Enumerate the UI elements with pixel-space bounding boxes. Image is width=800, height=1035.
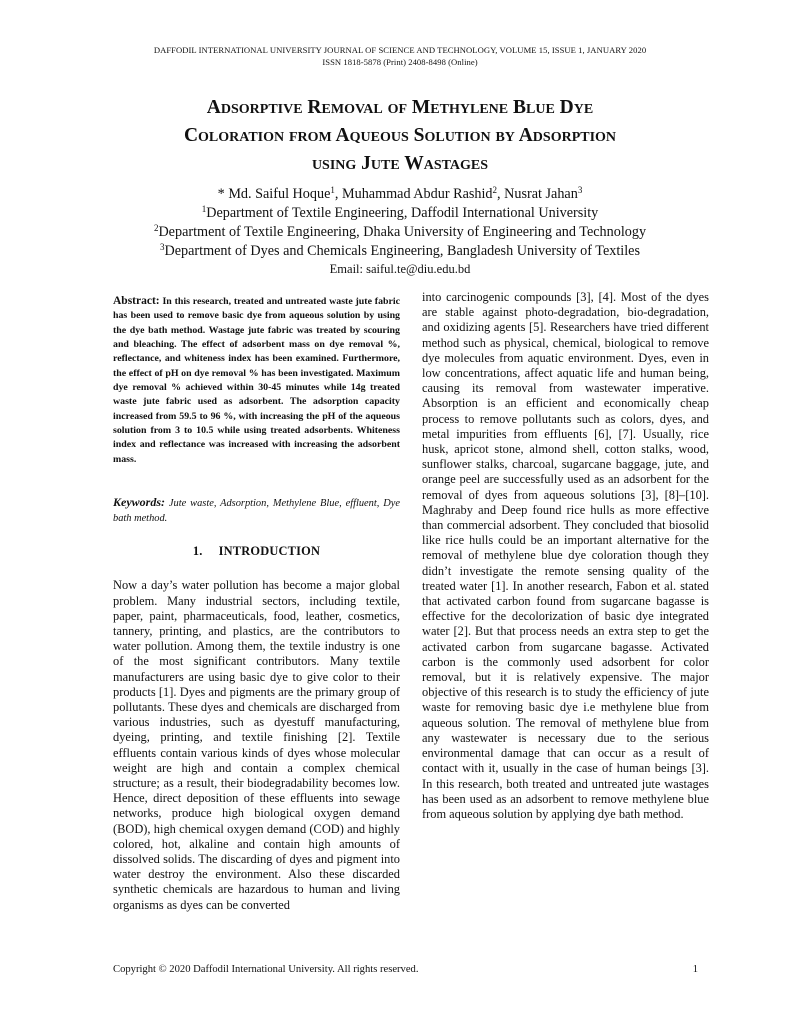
author-1: * Md. Saiful Hoque bbox=[217, 186, 331, 202]
author-3-affil-mark: 3 bbox=[577, 185, 583, 195]
journal-header bbox=[0, 44, 800, 68]
title-line-1: Adsorptive Removal of Methylene Blue Dye bbox=[206, 97, 594, 118]
section-number: 1. bbox=[192, 544, 203, 559]
author-email: Email: saiful.te@diu.edu.bd bbox=[329, 262, 471, 276]
affiliation-2: $^2$Department of Textile Engineering, Dhaka University of Engineering and Technology bbox=[153, 223, 647, 240]
keywords-label: Keywords: bbox=[113, 495, 165, 510]
paper-title bbox=[60, 94, 740, 178]
abstract bbox=[113, 294, 400, 467]
issn-line: ISSN 1818-5878 (Print) 2408-8498 (Online) bbox=[322, 57, 478, 67]
abstract-text: In this research, treated and untreated waste jute fabric has been used to remove basic dye from aqueous solution by using the dye bath method. Wastage jute fabric was treated by scouring and bleaching. The effect of adsorbent mass on dye removal %, reflectance, and whiteness index has been examined. Furthermore, the effect of pH on dye removal % has been investigated. Maximum dye removal % achieved within 30-45 minutes while 14g treated waste jute fabric used as adsorbent. The adsorption capacity increased from 59.5 to 96 %, with increasing the pH of the aqueous solution from 3 to 10.5 while using treated adsorbents. Whiteness index and reflectance was increased with increasing the adsorbent mass. bbox=[113, 296, 401, 465]
affiliation-1: $^1$Department of Textile Engineering, Daffodil International University bbox=[201, 204, 599, 221]
section-title: INTRODUCTION bbox=[218, 544, 321, 559]
section-heading-introduction bbox=[113, 544, 400, 559]
title-line-3: using Jute Wastages bbox=[311, 153, 489, 174]
copyright-notice: Copyright © 2020 Daffodil International University. All rights reserved. bbox=[113, 964, 419, 975]
author-2: , Muhammad Abdur Rashid bbox=[334, 186, 493, 202]
page-number: 1 bbox=[692, 964, 698, 975]
author-2-affil-mark: 2 bbox=[492, 185, 498, 195]
author-1-affil-mark: 1 bbox=[330, 185, 335, 195]
keywords bbox=[113, 495, 400, 526]
author-list bbox=[0, 185, 800, 204]
affiliation-3: $^3$Department of Dyes and Chemicals Engineering, Bangladesh University of Textiles bbox=[160, 242, 640, 259]
title-line-2: Coloration from Aqueous Solution by Adsorption bbox=[183, 125, 617, 146]
page-footer bbox=[113, 963, 698, 977]
author-3: , Nusrat Jahan bbox=[497, 186, 578, 202]
introduction-paragraph-left: Now a day’s water pollution has become a major global problem. Many industrial sectors, including textile, paper, paint, pharmaceuticals, food, leather, cosmetics, tannery, printing, and plastics, are the contributors to water pollution. Among them, the textile industry is one of the most significant contributors. Many textile manufacturers are using basic dye to give color to their products [1]. Dyes and pigments are the primary group of pollutants. These dyes and chemicals are discharged from various industries, such as dyestuff manufacturing, dyeing, printing, and textile finishing [2]. Textile effluents contain various kinds of dyes whose molecular weight are high and contain a complex chemical structure; as a result, their biodegradability becomes low. Hence, direct deposition of these effluents into sewage networks, produce high biological oxygen demand (BOD), high chemical oxygen demand (COD) and highly colored, hot, alkaline and contain high amounts of dissolved solids. The discarding of dyes and pigment into water destroy the environment. Also these discarded synthetic chemicals are hazardous to human and living organisms as dyes can be converted bbox=[113, 578, 400, 912]
left-column bbox=[113, 294, 400, 913]
journal-info-line: DAFFODIL INTERNATIONAL UNIVERSITY JOURNAL OF SCIENCE AND TECHNOLOGY, VOLUME 15, ISSUE 1, JANUARY 2020 bbox=[153, 45, 647, 55]
introduction-paragraph-right: into carcinogenic compounds [3], [4]. Most of the dyes are stable against photo-degradation, bio-degradation, and oxidizing agents [5]. Researchers have tried different method such as physical, chemical, biological to remove dye molecules from aquatic environment. Dyes, even in low concentrations, affect aquatic life and human being, causing its removal from wastewater imperative. Absorption is an efficient and economically cheap process to remove pollutants such as colors, dyes, and metal impurities from effluents [6], [7]. Usually, rice husk, apricot stone, almond shell, cotton stalks, wood, sunflower stalks, charcoal, sugarcane baggage, jute, and orange peel are successfully used as an adsorbent for the removal of dyes from aqueous solutions [3], [8]–[10]. Maghraby and Deep found rice hulls as more effective than commercial adsorbent. They concluded that biosolid like rice hulls could be an important alternative for the removal of methylene blue dye coloration though they didn’t investigate the remote sensing quality of the treated water [1]. In another research, Fabon et al. stated that activated carbon found from sugarcane bagasse is effective for the decolorization of basic dye integrated water [2]. But that process needs an extra step to get the activated carbon from sugarcane bagasse. Activated carbon is the commonly used adsorbent for color removal, but it is relatively expensive. The major objective of this research is to study the efficiency of jute waste for removing basic dye i.e methylene blue from aqueous solution. The removal of methylene blue from any wastewater is necessary due to the serious environmental damage that can occur as a result of contact with it, usually in the case of human beings [3]. In this research, both treated and untreated jute wastages has been used as an adsorbent to remove methylene blue from aqueous solution by applying dye bath method. bbox=[422, 290, 709, 821]
abstract-label: Abstract: bbox=[113, 295, 160, 307]
keywords-text: Jute waste, Adsorption, Methylene Blue, effluent, Dye bath method. bbox=[113, 498, 400, 525]
author-block bbox=[0, 185, 800, 278]
right-column bbox=[422, 290, 709, 822]
